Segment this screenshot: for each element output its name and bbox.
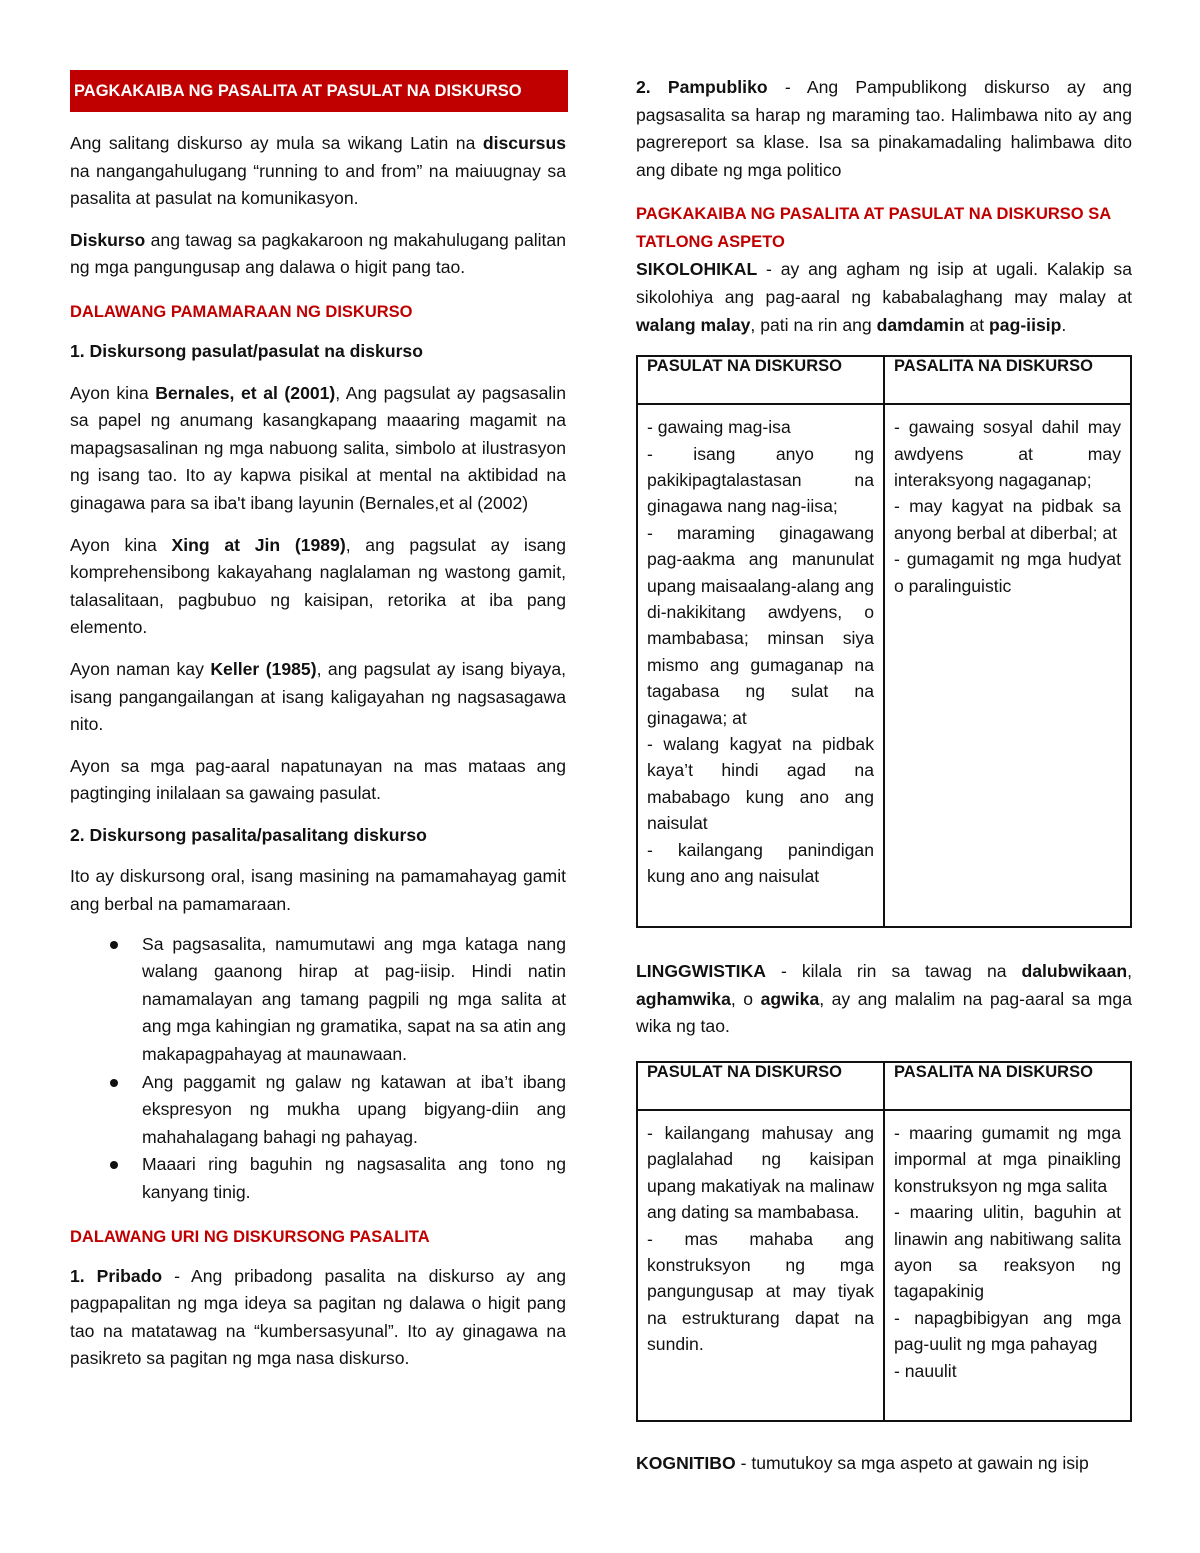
heading-types: DALAWANG URI NG DISKURSONG PASALITA: [70, 1227, 430, 1246]
bernales-paragraph: Ayon kina Bernales, et al (2001), Ang pagsulat ay pagsasalin sa papel ng anumang kasangkapang maaaring magamit na mapagsasalinan ng mga nabuong salita, simbolo at ilustrasyon ng isang tao. Ito ay kapwa pisikal at mental na aktibidad na ginagawa para sa iba't ibang layunin (Bernales,et al (2002): [70, 382, 566, 513]
oral-paragraph: Ito ay diskursong oral, isang masining na pamamahayag gamit ang berbal na pamamaraan.: [70, 866, 566, 915]
sikolohikal-table: [636, 355, 1132, 928]
list-item: Sa pagsasalita, namumutawi ang mga kataga nang walang gaanong hirap at pag-iisip. Hindi natin namamalayan ang tamang pagpili ng mga salita at ang mga kahingian ng gramatika, sapat na sa atin ang makapagpahayag at maunawaan.: [70, 931, 566, 1069]
cell-line: - gawaing sosyal dahil may awdyens at may interaksyong nagaganap;: [894, 417, 1121, 490]
study-paragraph: Ayon sa mga pag-aaral napatunayan na mas mataas ang pagtinging inilalaan sa gawaing pasulat.: [70, 755, 566, 804]
cell-line: - napagbibigyan ang mga pag-uulit ng mga pahayag: [894, 1307, 1121, 1355]
xing-paragraph: Ayon kina Xing at Jin (1989), ang pagsulat ay isang komprehensibong kakayahang naglalaman ng wastong gamit, talasalitaan, pagbubuo ng kaisipan, retorika at iba pang elemento.: [70, 534, 566, 638]
cell-line: - isang anyo ng pakikipagtalastasan na ginagawa nang nag-iisa;: [647, 443, 874, 517]
table-cell: [884, 404, 1131, 927]
cell-line: - maaring gumamit ng mga impormal at mga pinaikling konstruksyon ng mga salita: [894, 1122, 1121, 1196]
cell-line: - mas mahaba ang konstruksyon ng mga pangungusap at may tiyak na estrukturang dapat na sundin.: [647, 1228, 874, 1355]
cell-line: - kailangang panindigan kung ano ang naisulat: [647, 839, 874, 887]
cell-line: - nauulit: [894, 1360, 957, 1381]
cell-line: - gawaing mag-isa: [647, 417, 791, 438]
table-cell: [884, 1110, 1131, 1421]
subheading-pasalita: 2. Diskursong pasalita/pasalitang diskurso: [70, 824, 427, 845]
bullet-icon: [110, 1079, 118, 1087]
table-row: [637, 1110, 1131, 1421]
table-cell: [637, 404, 884, 927]
cell-line: - maraming ginagawang pag-aakma ang manunulat upang maisaalang-alang ang di-nakikitang awdyens, o mambabasa; minsan siya mismo ang gumaganap na tagabasa ng sulat na ginagawa; at: [647, 522, 874, 728]
bullet-icon: [110, 1161, 118, 1169]
heading-methods: DALAWANG PAMAMARAAN NG DISKURSO: [70, 302, 413, 321]
table-header: PASULAT NA DISKURSO: [637, 356, 884, 404]
table-header: PASULAT NA DISKURSO: [637, 1062, 884, 1110]
bullet-icon: [110, 941, 118, 949]
table-cell: [637, 1110, 884, 1421]
table-header: PASALITA NA DISKURSO: [884, 356, 1131, 404]
heading-aspects: PAGKAKAIBA NG PASALITA AT PASULAT NA DISKURSO SA TATLONG ASPETO: [636, 205, 1111, 252]
left-column: [70, 70, 566, 1373]
right-column: [636, 74, 1132, 1478]
cell-line: - kailangang mahusay ang paglalahad ng kaisipan upang makatiyak na malinaw ang dating sa mambabasa.: [647, 1122, 874, 1223]
linggwistika-table: [636, 1061, 1132, 1422]
intro-paragraph: Ang salitang diskurso ay mula sa wikang Latin na discursus na nangangahulugang “running to and from” na maiuugnay sa pasalita at pasulat na komunikasyon.: [70, 133, 566, 209]
cell-line: - gumagamit ng mga hudyat o paralinguistic: [894, 549, 1121, 596]
diskurso-definition: Diskurso ang tawag sa pagkakaroon ng makahulugang palitan ng mga pangungusap ang dalawa o higit pang tao.: [70, 229, 566, 278]
linggwistika-paragraph: LINGGWISTIKA - kilala rin sa tawag na dalubwikaan, aghamwika, o agwika, ay ang malalim na pag-aaral sa mga wika ng tao.: [636, 961, 1132, 1037]
keller-paragraph: Ayon naman kay Keller (1985), ang pagsulat ay isang biyaya, isang pangangailangan at isang kaligayahan ng nagsasagawa nito.: [70, 658, 566, 735]
page-title: PAGKAKAIBA NG PASALITA AT PASULAT NA DISKURSO: [70, 70, 568, 112]
table-header: PASALITA NA DISKURSO: [884, 1062, 1131, 1110]
table-header-row: [637, 1062, 1131, 1110]
sikolohikal-paragraph: SIKOLOHIKAL - ay ang agham ng isip at ugali. Kalakip sa sikolohiya ang pag-aaral ng kababalaghang may malay at walang malay, pati na rin ang damdamin at pag-iisip.: [636, 259, 1132, 335]
pribado-paragraph: 1. Pribado - Ang pribadong pasalita na diskurso ay ang pagpapalitan ng mga ideya sa pagitan ng dalawa o higit pang tao na matatawag na “kumbersasyunal”. Ito ay ginagawa na pasikreto sa pagitan ng mga nasa diskurso.: [70, 1265, 566, 1369]
cell-line: - maaring ulitin, baguhin at linawin ang nabitiwang salita ayon sa reaksyon ng tagapakinig: [894, 1202, 1121, 1302]
pampubliko-paragraph: 2. Pampubliko - Ang Pampublikong diskurso ay ang pagsasalita sa harap ng maraming tao. Halimbawa nito ay ang pagrereport sa klase. Isa sa pinakamadaling halimbawa dito ang dibate ng mga politico: [636, 77, 1133, 180]
table-header-row: [637, 356, 1131, 404]
list-item: Ang paggamit ng galaw ng katawan at iba’t ibang ekspresyon ng mukha upang bigyang-diin ang mahahalagang bahagi ng pahayag.: [70, 1069, 566, 1152]
list-item: Maaari ring baguhin ng nagsasalita ang tono ng kanyang tinig.: [70, 1151, 566, 1206]
kognitibo-paragraph: KOGNITIBO - tumutukoy sa mga aspeto at gawain ng isip: [636, 1452, 1089, 1473]
subheading-pasulat: 1. Diskursong pasulat/pasulat na diskurso: [70, 340, 423, 361]
table-row: [637, 404, 1131, 927]
cell-line: - may kagyat na pidbak sa anyong berbal at diberbal; at: [894, 496, 1121, 543]
bullet-list: [70, 931, 566, 1207]
cell-line: - walang kagyat na pidbak kaya’t hindi agad na mababago kung ano ang naisulat: [647, 734, 874, 834]
